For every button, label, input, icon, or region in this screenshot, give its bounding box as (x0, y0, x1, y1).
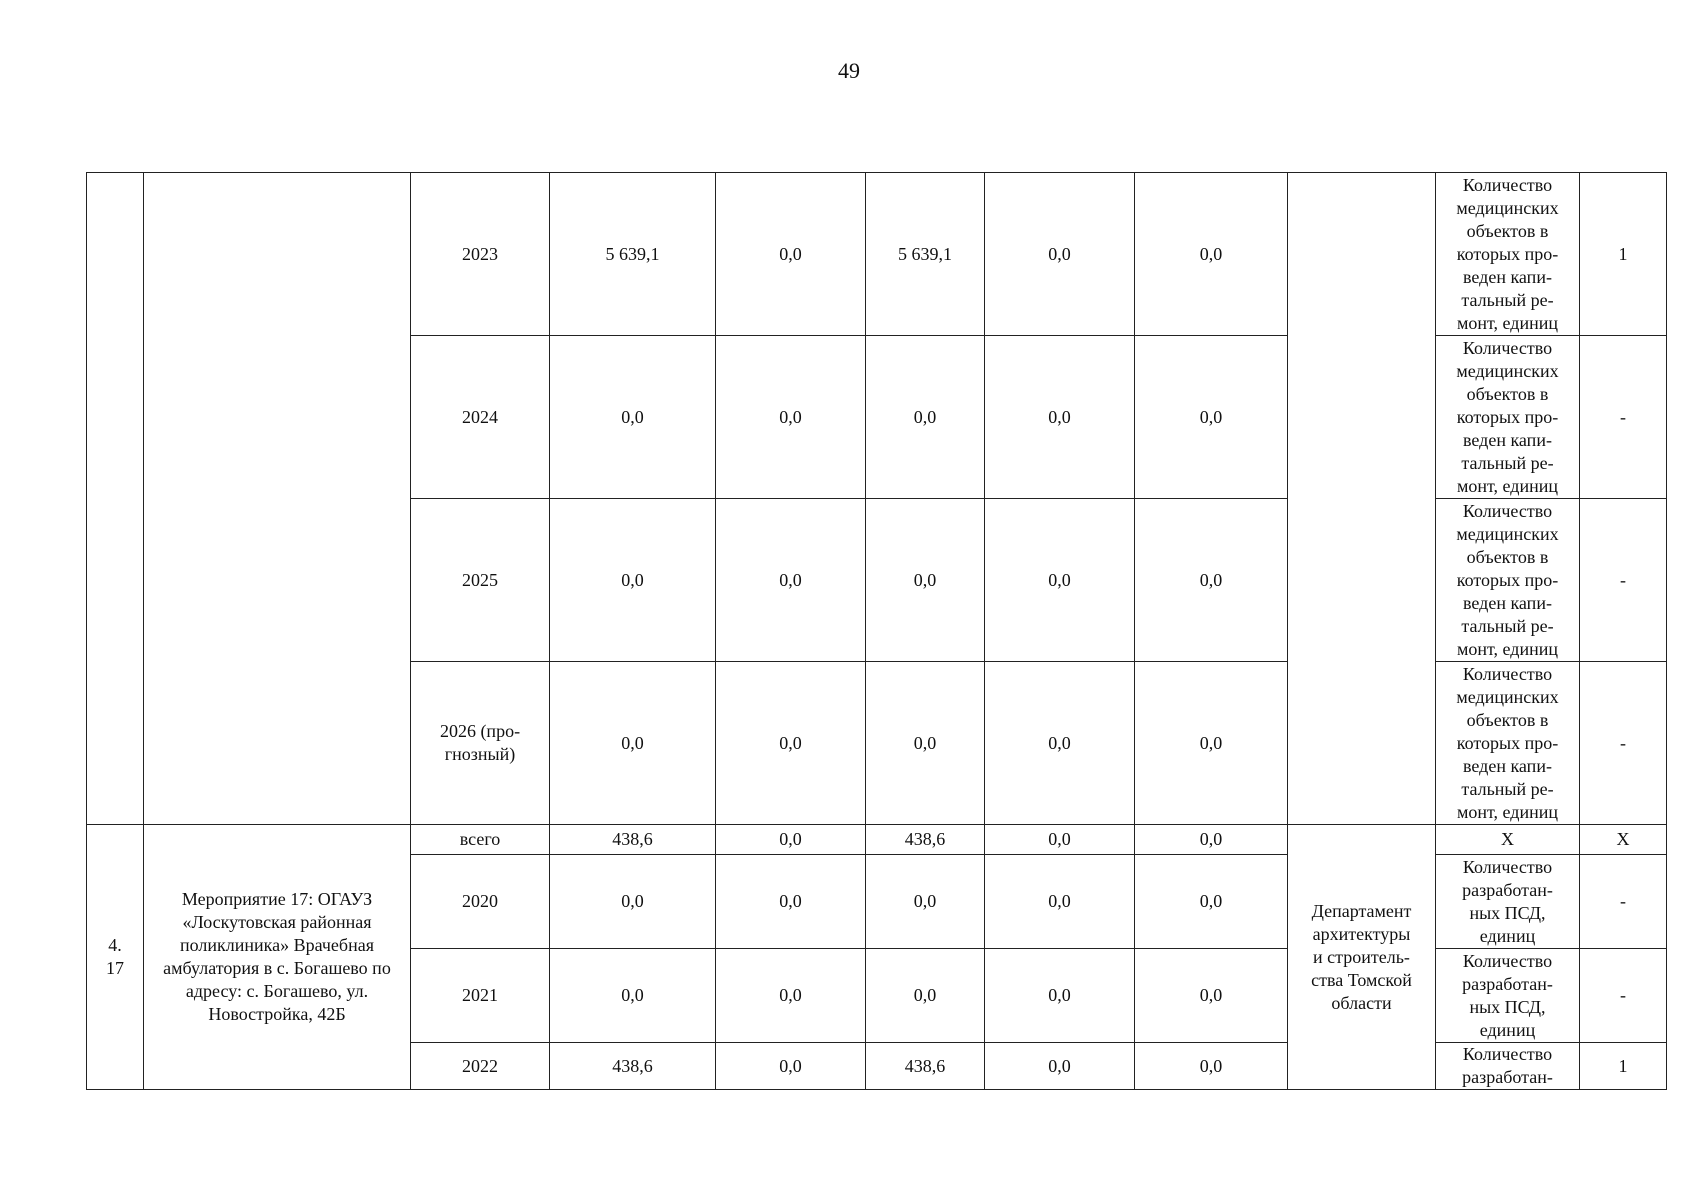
cell-local: 0,0 (985, 662, 1135, 825)
cell-extrabudget: 0,0 (1135, 949, 1288, 1043)
cell-year: 2022 (411, 1043, 550, 1090)
cell-local: 0,0 (985, 825, 1135, 855)
cell-measure-name: Мероприятие 17: ОГАУЗ «Лоскутовская районная поликлиника» Врачебная амбулатория в с. Богашево по адресу: с. Богашево, ул. Новостройка, 42Б (144, 825, 411, 1090)
cell-total: 5 639,1 (550, 173, 716, 336)
cell-indicator-value: - (1580, 949, 1667, 1043)
cell-federal: 0,0 (716, 173, 866, 336)
cell-year: 2024 (411, 336, 550, 499)
cell-total: 0,0 (550, 499, 716, 662)
cell-year: 2025 (411, 499, 550, 662)
cell-local: 0,0 (985, 336, 1135, 499)
cell-federal: 0,0 (716, 1043, 866, 1090)
cell-indicator: Х (1436, 825, 1580, 855)
cell-indicator: Количество разработан- ных ПСД, единиц (1436, 949, 1580, 1043)
cell-regional: 5 639,1 (866, 173, 985, 336)
cell-federal: 0,0 (716, 949, 866, 1043)
cell-federal: 0,0 (716, 336, 866, 499)
cell-measure-number: 4. 17 (87, 825, 144, 1090)
cell-extrabudget: 0,0 (1135, 855, 1288, 949)
table-row (87, 173, 1667, 336)
cell-indicator-value: 1 (1580, 1043, 1667, 1090)
cell-indicator: Количество медицинских объектов в которых про- веден капи- тальный ре- монт, единиц (1436, 336, 1580, 499)
cell-year: 2026 (про- гнозный) (411, 662, 550, 825)
cell-extrabudget: 0,0 (1135, 825, 1288, 855)
cell-regional: 438,6 (866, 825, 985, 855)
cell-total: 0,0 (550, 662, 716, 825)
cell-federal: 0,0 (716, 855, 866, 949)
cell-total: 438,6 (550, 825, 716, 855)
cell-name-empty (144, 173, 411, 825)
cell-local: 0,0 (985, 1043, 1135, 1090)
page-number: 49 (838, 58, 860, 83)
cell-indicator: Количество разработан- (1436, 1043, 1580, 1090)
cell-regional: 0,0 (866, 662, 985, 825)
cell-extrabudget: 0,0 (1135, 499, 1288, 662)
cell-indicator: Количество разработан- ных ПСД, единиц (1436, 855, 1580, 949)
cell-regional: 0,0 (866, 855, 985, 949)
cell-year: 2021 (411, 949, 550, 1043)
cell-federal: 0,0 (716, 825, 866, 855)
cell-federal: 0,0 (716, 499, 866, 662)
cell-year: 2023 (411, 173, 550, 336)
cell-total: 0,0 (550, 949, 716, 1043)
cell-local: 0,0 (985, 499, 1135, 662)
budget-table (86, 172, 1667, 1090)
cell-indicator-value: - (1580, 855, 1667, 949)
cell-indicator-value: - (1580, 499, 1667, 662)
cell-regional: 0,0 (866, 499, 985, 662)
cell-local: 0,0 (985, 949, 1135, 1043)
cell-indicator: Количество медицинских объектов в которых про- веден капи- тальный ре- монт, единиц (1436, 499, 1580, 662)
cell-regional: 0,0 (866, 336, 985, 499)
cell-regional: 438,6 (866, 1043, 985, 1090)
cell-total: 0,0 (550, 855, 716, 949)
cell-federal: 0,0 (716, 662, 866, 825)
cell-extrabudget: 0,0 (1135, 336, 1288, 499)
cell-indicator-value: - (1580, 336, 1667, 499)
table-row (87, 825, 1667, 855)
cell-extrabudget: 0,0 (1135, 173, 1288, 336)
cell-executor: Департамент архитектуры и строитель- ства Томской области (1288, 825, 1436, 1090)
cell-regional: 0,0 (866, 949, 985, 1043)
cell-indicator-value: 1 (1580, 173, 1667, 336)
cell-number-empty (87, 173, 144, 825)
cell-extrabudget: 0,0 (1135, 662, 1288, 825)
cell-total: 438,6 (550, 1043, 716, 1090)
cell-local: 0,0 (985, 173, 1135, 336)
cell-indicator-value: Х (1580, 825, 1667, 855)
cell-local: 0,0 (985, 855, 1135, 949)
cell-indicator-value: - (1580, 662, 1667, 825)
cell-year: всего (411, 825, 550, 855)
cell-indicator: Количество медицинских объектов в которых про- веден капи- тальный ре- монт, единиц (1436, 662, 1580, 825)
cell-year: 2020 (411, 855, 550, 949)
cell-indicator: Количество медицинских объектов в которых про- веден капи- тальный ре- монт, единиц (1436, 173, 1580, 336)
cell-executor-empty (1288, 173, 1436, 825)
cell-total: 0,0 (550, 336, 716, 499)
cell-extrabudget: 0,0 (1135, 1043, 1288, 1090)
